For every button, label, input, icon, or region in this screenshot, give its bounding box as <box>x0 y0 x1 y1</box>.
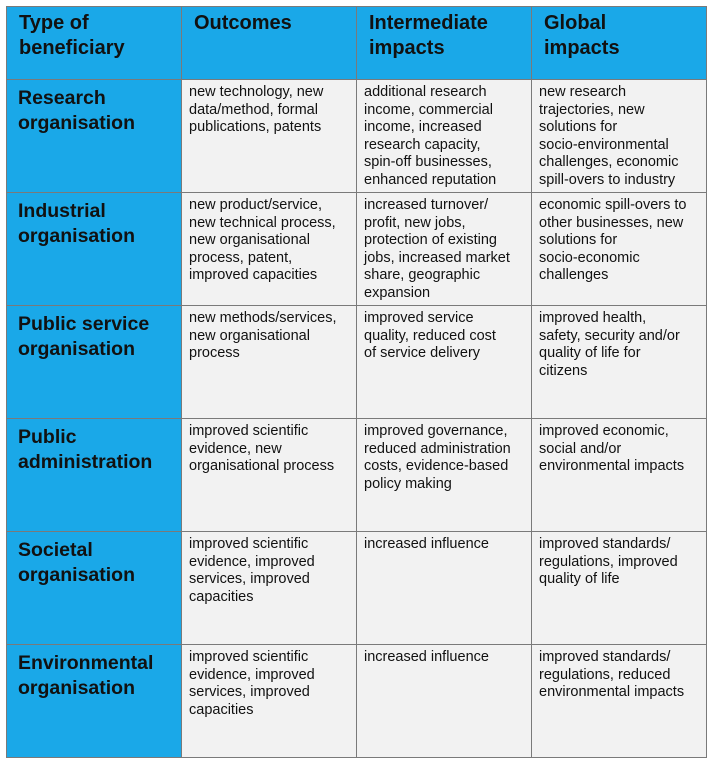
table-row <box>7 306 707 419</box>
table-row <box>7 645 707 758</box>
outcomes-cell: improved scientific evidence, new organisational process <box>182 419 357 532</box>
beneficiary-type-cell: Industrial organisation <box>7 193 182 306</box>
table-row <box>7 193 707 306</box>
intermediate-impacts-cell: increased turnover/ profit, new jobs, protection of existing jobs, increased market share, geographic expansion <box>357 193 532 306</box>
beneficiary-type-cell: Research organisation <box>7 80 182 193</box>
outcomes-cell: improved scientific evidence, improved services, improved capacities <box>182 532 357 645</box>
header-outcomes: Outcomes <box>182 7 357 80</box>
intermediate-impacts-cell: increased influence <box>357 645 532 758</box>
beneficiary-type-cell: Societal organisation <box>7 532 182 645</box>
table-row <box>7 80 707 193</box>
table-header <box>7 7 707 80</box>
header-type-of-beneficiary: Type of beneficiary <box>7 7 182 80</box>
global-impacts-cell: improved standards/ regulations, improved quality of life <box>532 532 707 645</box>
table-row <box>7 419 707 532</box>
intermediate-impacts-cell: improved governance, reduced administration costs, evidence-based policy making <box>357 419 532 532</box>
outcomes-cell: new product/service, new technical process, new organisational process, patent, improved capacities <box>182 193 357 306</box>
beneficiary-type-cell: Public administration <box>7 419 182 532</box>
global-impacts-cell: new research trajectories, new solutions for socio-environmental challenges, economic spill-overs to industry <box>532 80 707 193</box>
table-row <box>7 532 707 645</box>
outcomes-cell: new methods/services, new organisational process <box>182 306 357 419</box>
beneficiary-type-cell: Public service organisation <box>7 306 182 419</box>
intermediate-impacts-cell: additional research income, commercial income, increased research capacity, spin-off businesses, enhanced reputation <box>357 80 532 193</box>
global-impacts-cell: improved standards/ regulations, reduced environmental impacts <box>532 645 707 758</box>
header-global-impacts: Global impacts <box>532 7 707 80</box>
beneficiary-impacts-table <box>6 6 707 758</box>
table-body <box>7 80 707 758</box>
outcomes-cell: improved scientific evidence, improved services, improved capacities <box>182 645 357 758</box>
intermediate-impacts-cell: improved service quality, reduced cost of service delivery <box>357 306 532 419</box>
global-impacts-cell: economic spill-overs to other businesses, new solutions for socio-economic challenges <box>532 193 707 306</box>
header-intermediate-impacts: Intermediate impacts <box>357 7 532 80</box>
global-impacts-cell: improved health, safety, security and/or quality of life for citizens <box>532 306 707 419</box>
header-row <box>7 7 707 80</box>
global-impacts-cell: improved economic, social and/or environmental impacts <box>532 419 707 532</box>
outcomes-cell: new technology, new data/method, formal publications, patents <box>182 80 357 193</box>
intermediate-impacts-cell: increased influence <box>357 532 532 645</box>
beneficiary-type-cell: Environmental organisation <box>7 645 182 758</box>
